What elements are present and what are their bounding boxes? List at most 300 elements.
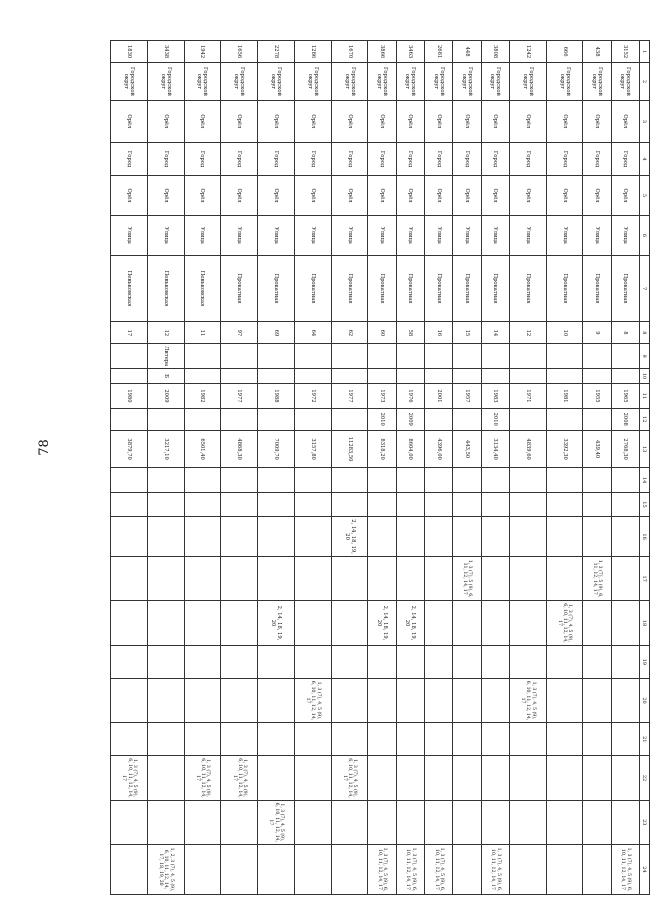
table-cell: Орёл (611, 176, 639, 216)
table-cell: Улица (424, 215, 452, 255)
table-cell: 2008 (611, 408, 639, 430)
table-cell: 1976 (396, 384, 424, 408)
table-cell: Орёл (184, 176, 221, 216)
table-cell: Городской округ (184, 63, 221, 101)
table-cell: Орёл (184, 100, 221, 142)
table-cell: Прокатная (611, 255, 639, 321)
table-cell: Орёл (331, 100, 368, 142)
table-cell: 1, 3 (7), 4, 5 (9), 6, 10, 11, 12, 14, 17 (111, 756, 148, 800)
table-cell: 3152 (611, 41, 639, 63)
table-cell (509, 368, 546, 384)
table-cell: 4868,30 (221, 430, 258, 468)
table-cell (331, 492, 368, 516)
table-cell: 69 (258, 322, 295, 344)
table-cell: Орёл (481, 176, 509, 216)
table-cell (258, 468, 295, 492)
table-cell: Орёл (509, 176, 546, 216)
table-cell: 3808 (481, 41, 509, 63)
table-cell: 1982 (184, 384, 221, 408)
table-cell (453, 678, 481, 722)
table-cell (453, 756, 481, 800)
table-cell: Улица (258, 215, 295, 255)
table-cell (481, 517, 509, 557)
table-cell: 443,50 (453, 430, 481, 468)
table-cell: 6501,40 (184, 430, 221, 468)
table-cell: Городской округ (481, 63, 509, 101)
table-cell (611, 344, 639, 368)
table-cell (368, 645, 396, 678)
table-cell (509, 557, 546, 601)
table-cell: 3438 (147, 41, 184, 63)
column-header: 5 (640, 176, 650, 216)
column-header: 10 (640, 368, 650, 384)
table-cell (294, 645, 331, 678)
table-cell: Улица (509, 215, 546, 255)
table-cell (611, 601, 639, 645)
table-cell (221, 844, 258, 894)
column-header: 12 (640, 408, 650, 430)
table-cell (184, 723, 221, 756)
column-header: 6 (640, 215, 650, 255)
table-cell: 2010 (481, 408, 509, 430)
table-cell (481, 601, 509, 645)
table-cell (184, 601, 221, 645)
column-header: 20 (640, 678, 650, 722)
table-cell: 3217,10 (147, 430, 184, 468)
column-header: 3 (640, 100, 650, 142)
table-cell: 1973 (368, 384, 396, 408)
table-cell (424, 723, 452, 756)
table-cell: Улица (453, 215, 481, 255)
table-cell: Орёл (509, 100, 546, 142)
column-header: 17 (640, 557, 650, 601)
table-cell: Городской округ (611, 63, 639, 101)
document-table-area (110, 40, 650, 895)
table-cell (294, 408, 331, 430)
column-header: 13 (640, 430, 650, 468)
table-cell (147, 601, 184, 645)
table-cell: 1980 (111, 384, 148, 408)
column-header: 24 (640, 844, 650, 894)
table-cell (583, 368, 611, 384)
table-cell: 15 (453, 322, 481, 344)
table-row (184, 41, 221, 895)
table-cell: Улица (611, 215, 639, 255)
table-cell: Город (611, 142, 639, 175)
column-header: 11 (640, 384, 650, 408)
table-cell: 4839,60 (509, 430, 546, 468)
table-cell: Город (583, 142, 611, 175)
table-cell (184, 344, 221, 368)
table-cell (147, 645, 184, 678)
table-cell (546, 368, 583, 384)
table-cell (331, 601, 368, 645)
table-cell: 1957 (453, 384, 481, 408)
table-body (111, 41, 650, 895)
table-cell: 1981 (546, 384, 583, 408)
table-cell: 2, 14, 18, 19, 20 (258, 601, 295, 645)
table-cell (331, 800, 368, 844)
table-cell (331, 344, 368, 368)
table-cell (424, 678, 452, 722)
table-cell: 2009 (396, 408, 424, 430)
table-cell: Орёл (368, 176, 396, 216)
table-cell: 1955 (583, 384, 611, 408)
table-cell (546, 344, 583, 368)
table-cell (611, 678, 639, 722)
table-cell (424, 517, 452, 557)
table-cell (221, 723, 258, 756)
table-cell (396, 557, 424, 601)
table-cell: 1, 3 (7), 4, 5 (9), 6, 10, 11, 12, 14, 17 (509, 678, 546, 722)
column-header: 15 (640, 492, 650, 516)
table-cell (258, 756, 295, 800)
table-cell (396, 368, 424, 384)
table-cell (368, 344, 396, 368)
table-cell (184, 468, 221, 492)
table-cell (509, 408, 546, 430)
table-cell: 1, 3 (7), 4, 5 (9), 6, 10, 11, 12, 14, 17 (424, 844, 452, 894)
table-cell: Городской округ (509, 63, 546, 101)
table-cell (611, 723, 639, 756)
table-cell (583, 468, 611, 492)
table-cell: 64 (294, 322, 331, 344)
column-header: 8 (640, 322, 650, 344)
table-cell: Городской округ (453, 63, 481, 101)
column-header: 4 (640, 142, 650, 175)
table-cell (111, 557, 148, 601)
table-cell (583, 408, 611, 430)
table-cell: 1, 3 (7), 4, 5 (9), 6, 10, 11, 12, 14, 17 (258, 800, 295, 844)
table-cell (583, 723, 611, 756)
table-cell: Прокатная (221, 255, 258, 321)
rotated-table-container (110, 40, 650, 895)
table-cell (583, 492, 611, 516)
table-cell (221, 368, 258, 384)
table-cell (481, 723, 509, 756)
table-cell (368, 678, 396, 722)
table-cell: Прокатная (509, 255, 546, 321)
table-cell: Орёл (258, 100, 295, 142)
table-cell: Улица (184, 215, 221, 255)
table-cell (221, 800, 258, 844)
table-cell: Город (396, 142, 424, 175)
table-cell: Город (221, 142, 258, 175)
table-cell: 8 (611, 322, 639, 344)
table-cell: Орёл (221, 100, 258, 142)
table-cell (546, 723, 583, 756)
table-cell: 438 (583, 41, 611, 63)
column-header: 18 (640, 601, 650, 645)
table-cell (331, 645, 368, 678)
table-cell (509, 601, 546, 645)
table-cell: 1, 3 (7), 5 (9), 6, 11, 12, 14, 17 (453, 557, 481, 601)
table-row (258, 41, 295, 895)
table-cell (546, 468, 583, 492)
table-cell: 1242 (509, 41, 546, 63)
table-cell: 1, 3 (7), 4, 5 (9), 6, 10, 11, 12, 14, 17 (396, 844, 424, 894)
table-cell (111, 678, 148, 722)
table-cell: Городской округ (396, 63, 424, 101)
table-cell (258, 844, 295, 894)
table-cell (583, 800, 611, 844)
table-cell: 1, 2, 3 (7), 4, 5 (9), 6, 10, 11, 12, 14, 17, 18, 19, 20 (147, 844, 184, 894)
table-cell: 1, 3 (7), 4, 5 (9), 6, 10, 11, 12, 14, 17 (546, 601, 583, 645)
table-cell (221, 408, 258, 430)
column-header: 14 (640, 468, 650, 492)
table-cell: Городской округ (424, 63, 452, 101)
table-cell (147, 517, 184, 557)
table-cell (147, 756, 184, 800)
table-cell (294, 468, 331, 492)
table-cell (111, 723, 148, 756)
table-cell (481, 645, 509, 678)
table-cell: 2001 (424, 384, 452, 408)
table-cell (481, 557, 509, 601)
table-cell (611, 800, 639, 844)
table-cell: 1, 3 (7), 4, 5 (9), 6, 10, 11, 12, 14, 17 (481, 844, 509, 894)
table-cell (546, 492, 583, 516)
table-cell: Пеньковская (147, 255, 184, 321)
table-cell (184, 800, 221, 844)
table-cell: Город (546, 142, 583, 175)
table-cell (481, 368, 509, 384)
table-cell (111, 645, 148, 678)
table-row (331, 41, 368, 895)
table-cell (611, 368, 639, 384)
table-cell: Орёл (424, 176, 452, 216)
table-cell (221, 557, 258, 601)
table-cell (184, 517, 221, 557)
column-header: 23 (640, 800, 650, 844)
table-cell (147, 800, 184, 844)
table-cell: 1656 (221, 41, 258, 63)
table-cell: Орёл (258, 176, 295, 216)
table-cell: 2278 (258, 41, 295, 63)
table-cell: Орёл (424, 100, 452, 142)
table-cell (424, 344, 452, 368)
table-cell (147, 492, 184, 516)
table-cell (509, 723, 546, 756)
table-cell: 12 (147, 322, 184, 344)
table-cell: Городской округ (294, 63, 331, 101)
table-cell (184, 678, 221, 722)
table-cell: Город (331, 142, 368, 175)
table-cell: Городской округ (111, 63, 148, 101)
header-row (640, 41, 650, 895)
table-cell (396, 645, 424, 678)
table-cell: 1, 3 (7), 4, 5 (9), 6, 10, 11, 12, 14, 17 (368, 844, 396, 894)
table-cell: 1, 3 (7), 4, 5 (9), 6, 10, 11, 12, 14, 17 (331, 756, 368, 800)
table-cell (453, 408, 481, 430)
column-header: 19 (640, 645, 650, 678)
table-cell (453, 844, 481, 894)
table-cell: 17 (111, 322, 148, 344)
table-cell: Город (147, 142, 184, 175)
table-cell (546, 408, 583, 430)
table-cell: 1965 (611, 384, 639, 408)
table-row (368, 41, 396, 895)
table-cell (611, 557, 639, 601)
table-cell: 7009,70 (258, 430, 295, 468)
table-cell (258, 678, 295, 722)
table-cell: Городской округ (258, 63, 295, 101)
table-cell (396, 468, 424, 492)
table-cell (368, 368, 396, 384)
table-row (221, 41, 258, 895)
table-cell (546, 557, 583, 601)
table-cell (294, 844, 331, 894)
table-cell: 1, 3 (7), 4, 5 (9), 6, 10, 11, 12, 14, 17 (184, 756, 221, 800)
table-cell (583, 517, 611, 557)
table-cell: Городской округ (546, 63, 583, 101)
table-cell: Орёл (396, 100, 424, 142)
table-cell: Орёл (453, 100, 481, 142)
table-cell (221, 468, 258, 492)
column-header: 1 (640, 41, 650, 63)
table-cell (294, 601, 331, 645)
table-cell: Город (258, 142, 295, 175)
table-cell: Прокатная (546, 255, 583, 321)
table-cell: 448 (453, 41, 481, 63)
table-cell (509, 800, 546, 844)
table-cell: Город (424, 142, 452, 175)
table-cell (611, 756, 639, 800)
table-cell (583, 601, 611, 645)
table-cell: Орёл (294, 176, 331, 216)
table-cell: Городской округ (331, 63, 368, 101)
table-cell (258, 368, 295, 384)
table-cell (481, 678, 509, 722)
table-cell (509, 492, 546, 516)
table-cell (147, 468, 184, 492)
table-cell: 1, 3 (7), 4, 5 (9), 6, 10, 11, 12, 14, 17 (221, 756, 258, 800)
table-cell: 1977 (221, 384, 258, 408)
table-cell (509, 344, 546, 368)
table-cell: 1286 (294, 41, 331, 63)
table-cell: Город (184, 142, 221, 175)
table-cell (111, 468, 148, 492)
table-cell: Орёл (111, 100, 148, 142)
table-cell (424, 408, 452, 430)
table-row (453, 41, 481, 895)
table-cell: Прокатная (583, 255, 611, 321)
table-cell (147, 557, 184, 601)
table-cell (424, 601, 452, 645)
table-cell (481, 756, 509, 800)
table-cell (481, 800, 509, 844)
table-row (481, 41, 509, 895)
table-cell: Орёл (331, 176, 368, 216)
table-cell (396, 800, 424, 844)
table-cell: Улица (111, 215, 148, 255)
table-cell (611, 645, 639, 678)
table-cell (453, 645, 481, 678)
table-cell: Городской округ (221, 63, 258, 101)
table-cell (546, 678, 583, 722)
table-cell: Улица (396, 215, 424, 255)
table-cell: 8604,00 (396, 430, 424, 468)
table-cell (546, 645, 583, 678)
table-cell (509, 517, 546, 557)
table-cell: Улица (546, 215, 583, 255)
table-cell: 3463 (396, 41, 424, 63)
table-cell: Город (111, 142, 148, 175)
table-cell: 2768,30 (611, 430, 639, 468)
table-cell (294, 800, 331, 844)
table-cell: Прокатная (481, 255, 509, 321)
table-cell: Прокатная (453, 255, 481, 321)
table-cell: Улица (481, 215, 509, 255)
table-cell (111, 517, 148, 557)
table-row (294, 41, 331, 895)
table-cell (396, 344, 424, 368)
table-cell: Город (368, 142, 396, 175)
table-cell (583, 756, 611, 800)
table-cell (453, 601, 481, 645)
table-cell (294, 756, 331, 800)
table-cell (184, 368, 221, 384)
table-cell: Орёл (546, 176, 583, 216)
table-cell (368, 492, 396, 516)
table-cell (509, 844, 546, 894)
table-cell: Улица (147, 215, 184, 255)
table-cell (583, 645, 611, 678)
table-cell: Орёл (481, 100, 509, 142)
table-cell: Орёл (583, 176, 611, 216)
table-cell: 58 (396, 322, 424, 344)
table-cell (111, 492, 148, 516)
column-header: 21 (640, 723, 650, 756)
table-cell: 3392,30 (546, 430, 583, 468)
table-cell (611, 468, 639, 492)
table-cell (294, 557, 331, 601)
table-cell: Улица (368, 215, 396, 255)
table-cell (546, 800, 583, 844)
table-cell: Прокатная (258, 255, 295, 321)
table-cell (453, 468, 481, 492)
table-row (147, 41, 184, 895)
table-cell: Город (481, 142, 509, 175)
table-cell: Б (147, 368, 184, 384)
table-cell (396, 756, 424, 800)
column-header: 7 (640, 255, 650, 321)
column-header: 2 (640, 63, 650, 101)
table-cell: 1983 (481, 384, 509, 408)
table-cell (453, 368, 481, 384)
table-cell (294, 723, 331, 756)
table-cell: Прокатная (424, 255, 452, 321)
table-cell (294, 492, 331, 516)
table-cell (424, 557, 452, 601)
table-cell: 11 (184, 322, 221, 344)
table-cell: 1942 (184, 41, 221, 63)
table-cell (258, 723, 295, 756)
table-cell (221, 344, 258, 368)
table-cell: Улица (294, 215, 331, 255)
table-cell (258, 557, 295, 601)
table-cell: Орёл (294, 100, 331, 142)
table-cell: Прокатная (396, 255, 424, 321)
table-cell (583, 844, 611, 894)
table-cell: 2, 14, 18, 19, 20 (368, 601, 396, 645)
buildings-table (110, 40, 650, 895)
column-header: 22 (640, 756, 650, 800)
table-cell: 1, 3 (7), 4, 5 (9), 6, 10, 11, 12, 14, 17 (611, 844, 639, 894)
table-row (611, 41, 639, 895)
table-cell: 1830 (111, 41, 148, 63)
table-cell (331, 723, 368, 756)
